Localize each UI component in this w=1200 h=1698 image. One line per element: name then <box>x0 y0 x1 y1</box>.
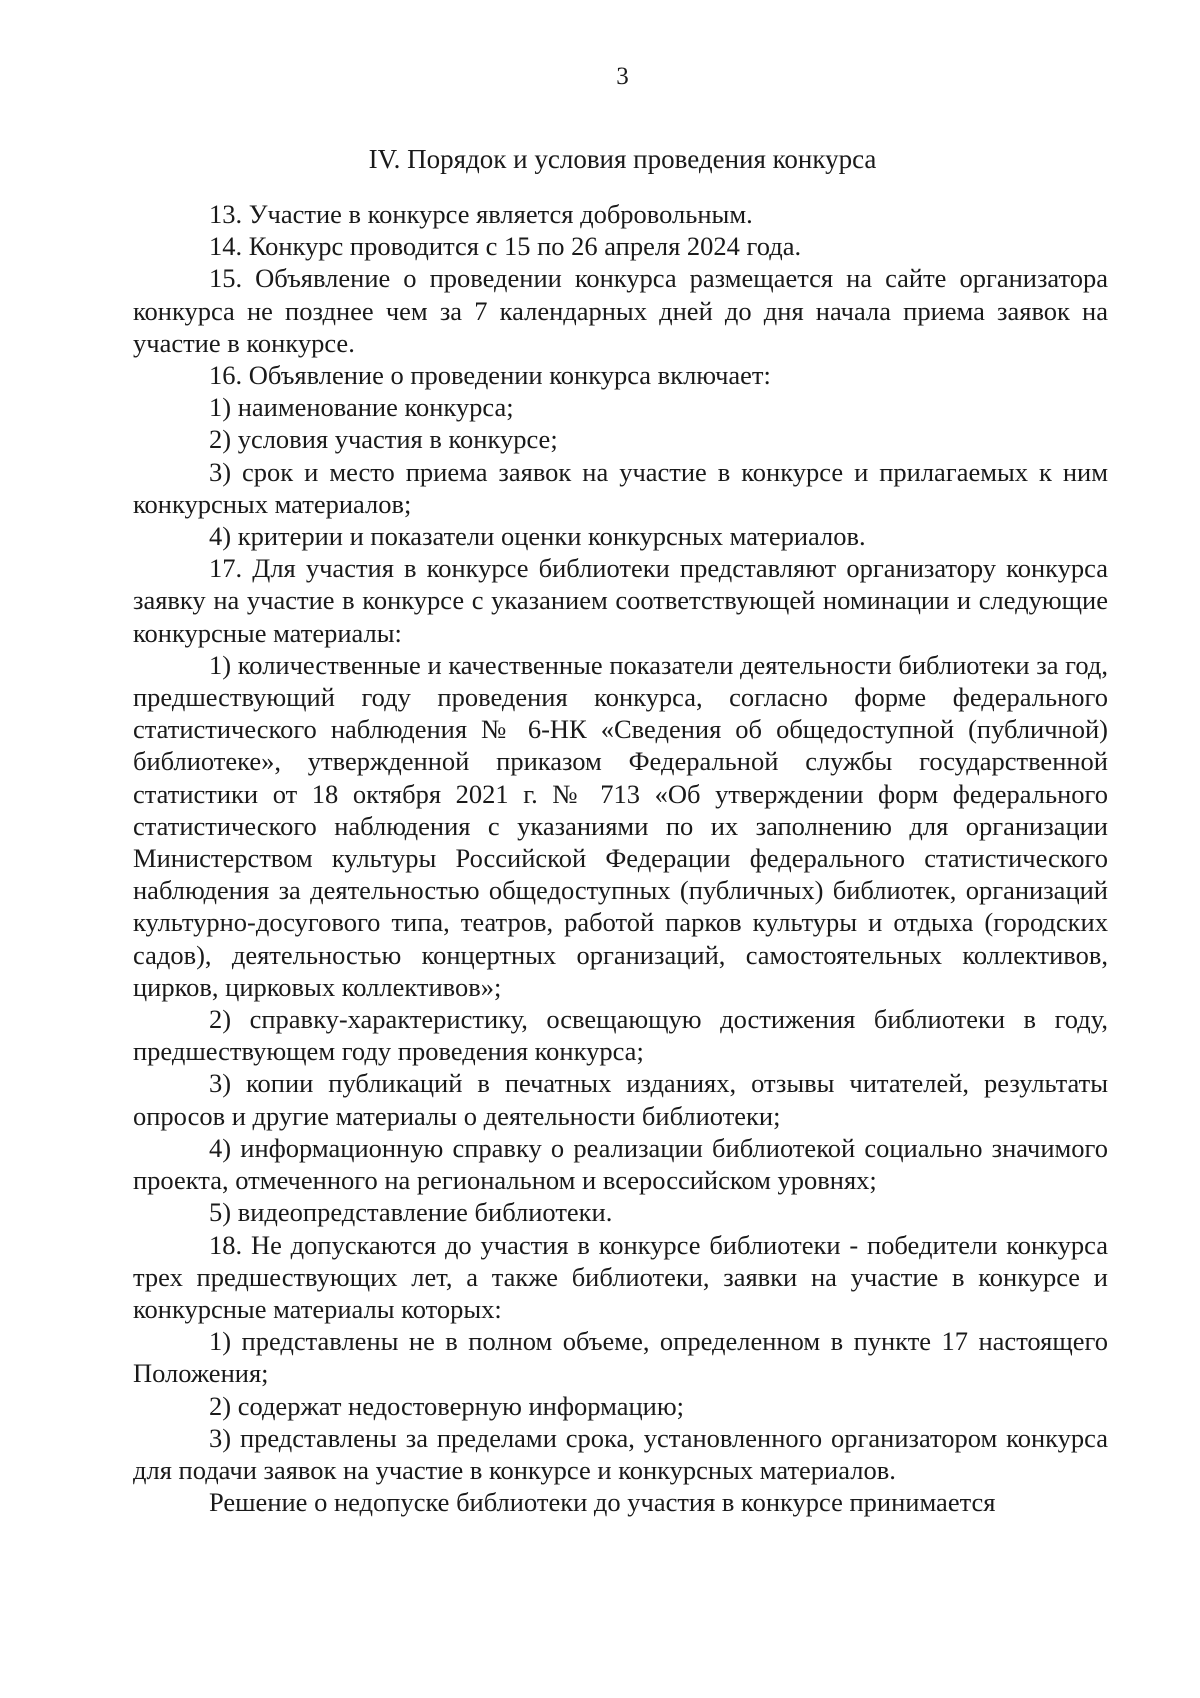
list-item: 1) наименование конкурса; <box>209 392 514 423</box>
paragraph-13: 13. Участие в конкурсе является добровольным. <box>209 199 753 229</box>
paragraph-16: 16. Объявление о проведении конкурса включает: <box>209 360 771 391</box>
paragraph-15: 15. Объявление о проведении конкурса размещается на сайте организатора конкурса не позднее чем за 7 календарных дней до дня начала приема заявок на участие в конкурсе. <box>133 263 1108 358</box>
paragraph-17: 17. Для участия в конкурсе библиотеки представляют организатору конкурса заявку на участие в конкурсе с указанием соответствующей номинации и следующие конкурсные материалы: <box>133 553 1108 648</box>
list-item: 3) срок и место приема заявок на участие в конкурсе и прилагаемых к ним конкурсных материалов; <box>133 456 1108 519</box>
page-number: 3 <box>616 63 629 90</box>
list-item: 1) представлены не в полном объеме, определенном в пункте 17 настоящего Положения; <box>133 1326 1108 1389</box>
list-item: 3) копии публикаций в печатных изданиях, отзывы читателей, результаты опросов и другие материалы о деятельности библиотеки; <box>133 1068 1108 1131</box>
section-title: IV. Порядок и условия проведения конкурса <box>368 144 877 174</box>
list-item: 3) представлены за пределами срока, установленного организатором конкурса для подачи заявок на участие в конкурсе и конкурсных материалов. <box>133 1422 1108 1485</box>
list-item: 2) условия участия в конкурсе; <box>209 424 558 455</box>
list-item: 2) содержат недостоверную информацию; <box>209 1390 684 1421</box>
list-item: 4) критерии и показатели оценки конкурсных материалов. <box>209 521 866 552</box>
paragraph-decision: Решение о недопуске библиотеки до участия в конкурсе принимается <box>209 1487 996 1518</box>
list-item: 2) справку-характеристику, освещающую достижения библиотеки в году, предшествующем году проведения конкурса; <box>133 1004 1108 1067</box>
paragraph-18: 18. Не допускаются до участия в конкурсе библиотеки - победители конкурса трех предшествующих лет, а также библиотеки, заявки на участие в конкурсе и конкурсные материалы которых: <box>133 1229 1108 1324</box>
list-item: 1) количественные и качественные показатели деятельности библиотеки за год, предшествующий году проведения конкурса, согласно форме федерального статистического наблюдения № 6-НК «Сведения об общедоступной (публичной) библиотеке», утвержденной приказом Федеральной службы государственной статистики от 18 октября 2021 г. № 713 «Об утверждении форм федерального статистического наблюдения с указаниями по их заполнению для организации Министерством культуры Российской Федерации федерального статистического наблюдения за деятельностью общедоступных (публичных) библиотек, организаций культурно-досугового типа, театров, работой парков культуры и отдыха (городских садов), деятельностью концертных организаций, самостоятельных коллективов, цирков, цирковых коллективов»; <box>133 649 1108 1002</box>
document-body <box>133 198 1108 1518</box>
list-item: 4) информационную справку о реализации библиотекой социально значимого проекта, отмеченного на региональном и всероссийском уровнях; <box>133 1132 1108 1196</box>
list-item: 5) видеопредставление библиотеки. <box>209 1197 613 1228</box>
paragraph-14: 14. Конкурс проводится с 15 по 26 апреля 2024 года. <box>209 231 802 262</box>
